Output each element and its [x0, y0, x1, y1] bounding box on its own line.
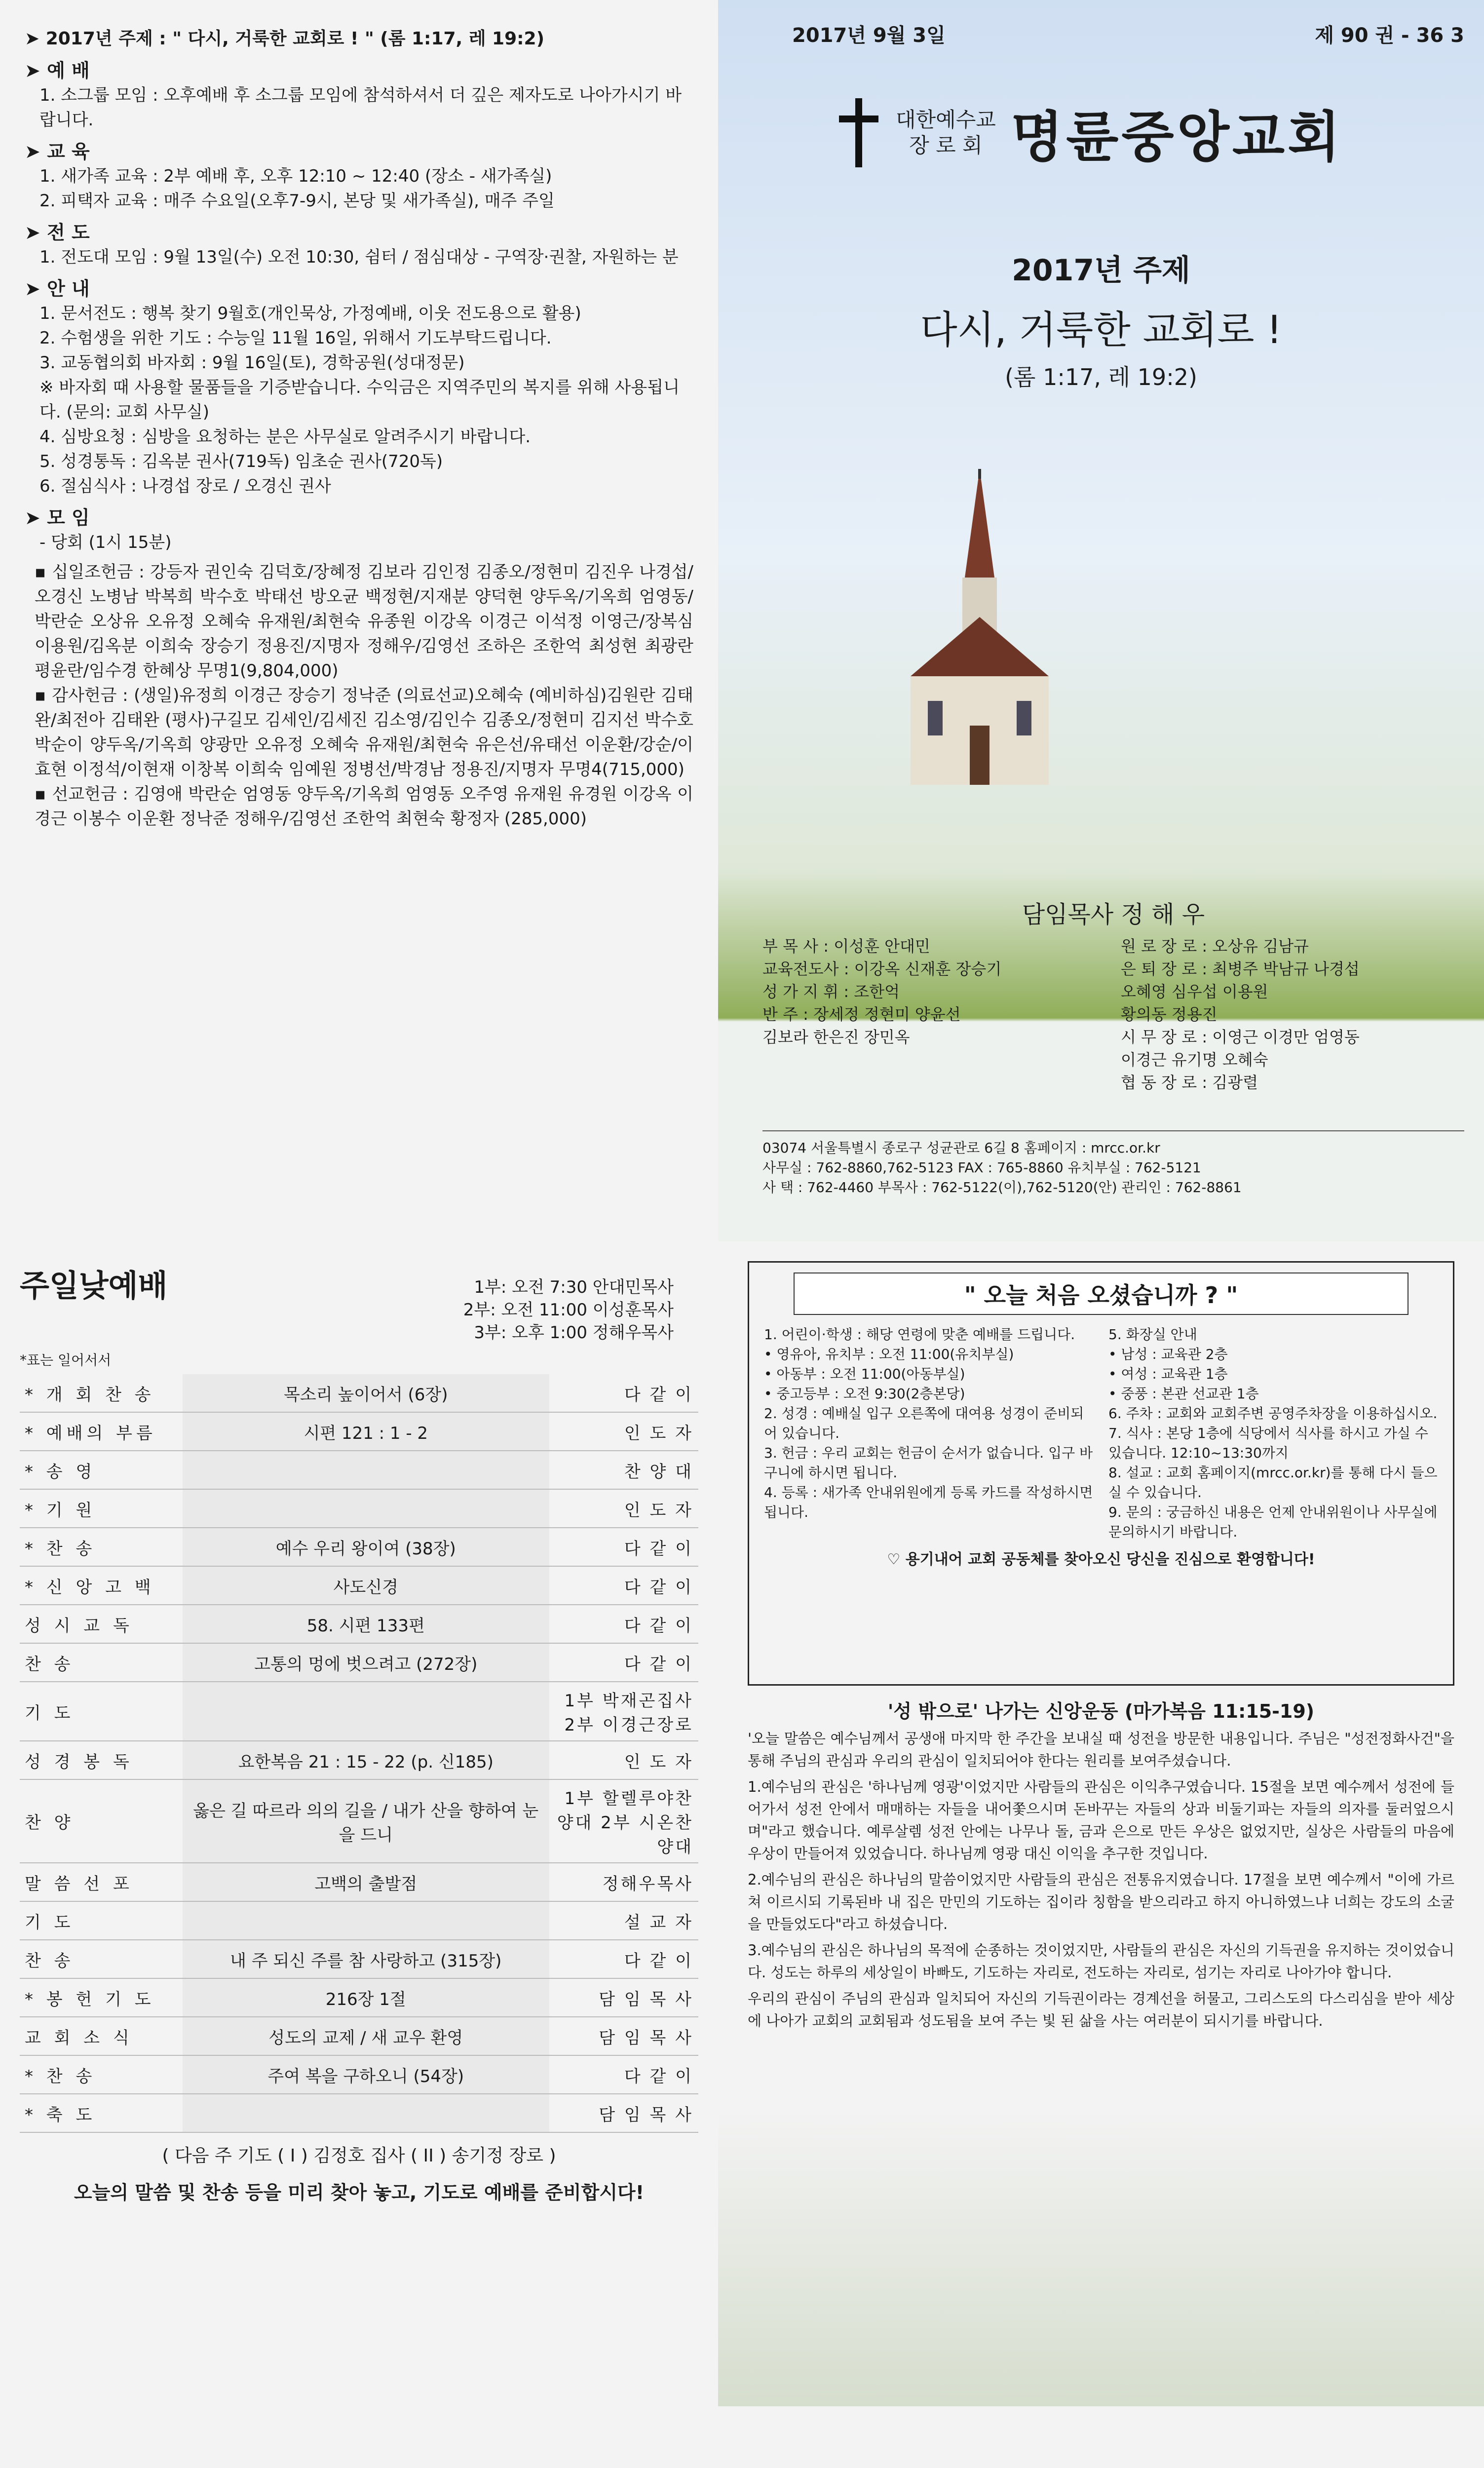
order-leader: 1부 할렐루야찬양대 2부 시온찬양대	[549, 1779, 699, 1863]
announcement-section-title: ➤ 교 육	[25, 139, 693, 164]
order-item: 말 씀 선 포	[20, 1863, 183, 1901]
cover-page	[718, 0, 1484, 1241]
order-leader: 담 임 목 사	[549, 2017, 699, 2055]
welcome-item: 5. 화장실 안내	[1108, 1326, 1197, 1343]
order-content: 58. 시편 133편	[183, 1605, 549, 1643]
offering-list	[25, 560, 693, 831]
theme-line: ➤ 2017년 주제 : " 다시, 거룩한 교회로 ! " (롬 1:17, 레 19:2)	[25, 27, 693, 51]
order-item: * 축 도	[20, 2094, 183, 2132]
worship-order-row	[20, 2017, 698, 2055]
service-times	[463, 1276, 674, 1344]
sunday-worship-page	[0, 1241, 718, 2446]
announcements-list	[0, 0, 718, 1241]
order-item: * 예배의 부름	[20, 1412, 183, 1451]
address-line: 사무실 : 762-8860,762-5123 FAX : 765-8860 유치부실 : 762-5121	[762, 1159, 1201, 1176]
sermon-summary	[748, 1700, 1454, 2036]
staff-line: 협 동 장 로 : 김광렬	[1121, 1073, 1258, 1092]
worship-order-row	[20, 1682, 698, 1741]
bulletin-date: 2017년 9월 3일	[792, 24, 946, 47]
order-item: * 찬 송	[20, 1528, 183, 1566]
sermon-paragraph: 3.예수님의 관심은 하나님의 목적에 순종하는 것이었지만, 사람들의 관심은 자신의 기득권을 유지하는 것이었습니다. 성도는 하루의 세상일이 바빠도, 기도하는 자리로, 전도하는 자리로, 섬기는 자리로 나아가야 합니다.	[748, 1942, 1454, 1981]
service-time: 3부: 오후 1:00 정해우목사	[474, 1323, 674, 1343]
worship-order-row	[20, 1741, 698, 1779]
order-content: 고통의 멍에 벗으려고 (272장)	[183, 1643, 549, 1682]
worship-order-row	[20, 1412, 698, 1451]
announcement-section-title: ➤ 안 내	[25, 276, 693, 301]
order-content	[183, 2094, 549, 2132]
worship-order-row	[20, 1863, 698, 1901]
announcement-sections	[25, 58, 693, 555]
order-item: 기 도	[20, 1901, 183, 1940]
bulletin-volume: 제 90 권 - 36 3	[1315, 24, 1464, 47]
sermon-paragraph: 1.예수님의 관심은 '하나님께 영광'이었지만 사람들의 관심은 이익추구였습니다. 15절을 보면 예수께서 성전에 들어가서 성전 안에서 매매하는 자들을 내어쫓으시며 돈바꾸는 자들의 상과 비둘기파는 자들의 의자를 둘러엎으시며"라고 했습니다. 예루살렘 성전 안에는 나무나 돌, 금과 은으로 만든 우상은 없었지만, 실상은 사람들의 마음에 우상이 만들어져 있었습니다. 하나님께 영광 대신 이익을 추구한 것입니다.	[748, 1778, 1454, 1862]
staff-line: 성 가 지 휘 : 조한억	[762, 982, 900, 1001]
order-item: * 신 앙 고 백	[20, 1566, 183, 1605]
order-content: 내 주 되신 주를 참 사랑하고 (315장)	[183, 1940, 549, 1978]
order-item: 성 경 봉 독	[20, 1741, 183, 1779]
staff-line: 교육전도사 : 이강옥 신재훈 장승기	[762, 960, 1002, 978]
denomination-line2: 장 로 회	[909, 133, 983, 157]
order-leader: 다 같 이	[549, 1940, 699, 1978]
order-leader: 1부 박재곤집사 2부 이경근장로	[549, 1682, 699, 1741]
church-illustration	[881, 469, 1078, 814]
order-leader: 인 도 자	[549, 1741, 699, 1779]
church-name: 명륜중앙교회	[1010, 105, 1343, 169]
sermon-title: '성 밖으로' 나가는 신앙운동 (마가복음 11:15-19)	[887, 1700, 1315, 1722]
order-leader: 정해우목사	[549, 1863, 699, 1901]
order-leader: 다 같 이	[549, 1528, 699, 1566]
worship-order-table	[20, 1374, 698, 2133]
landscape-background	[718, 2110, 1484, 2406]
order-content: 사도신경	[183, 1566, 549, 1605]
order-content	[183, 1901, 549, 1940]
order-content: 고백의 출발점	[183, 1863, 549, 1901]
order-item: 교 회 소 식	[20, 2017, 183, 2055]
order-content: 목소리 높이어서 (6장)	[183, 1374, 549, 1412]
announcement-item: 6. 절심식사 : 나경섭 장로 / 오경신 권사	[39, 476, 331, 496]
order-item: * 찬 송	[20, 2055, 183, 2094]
staff-right	[1121, 935, 1464, 1094]
staff-line: 은 퇴 장 로 : 최병주 박남규 나경섭	[1121, 960, 1360, 978]
order-content: 요한복음 21 : 15 - 22 (p. 신185)	[183, 1741, 549, 1779]
worship-order-row	[20, 1528, 698, 1566]
welcome-item: 6. 주차 : 교회와 교회주변 공영주차장을 이용하십시오.	[1108, 1405, 1438, 1422]
service-time: 1부: 오전 7:30 안대민목사	[474, 1277, 674, 1297]
worship-order-row	[20, 1374, 698, 1412]
announcement-item: 4. 심방요청 : 심방을 요청하는 분은 사무실로 알려주시기 바랍니다.	[39, 427, 531, 447]
offering-line: ▪ 감사헌금 : (생일)유정희 이경근 장승기 정낙준 (의료선교)오혜숙 (예비하심)김원란 김태완/최전아 김태완 (평사)구길모 김세인/김세진 김소영/김인수 김종오/정현미 김지선 박수호 박순이 양두옥/기옥희 양광만 오유정 오혜숙 유재원/최현숙 유은선/유태선 이운환/강순/이효현 이정석/이현재 이창복 이희숙 임예원 정병선/박경남 정용진/지명자 무명4(715,000)	[35, 686, 693, 779]
order-leader: 인 도 자	[549, 1412, 699, 1451]
order-leader: 인 도 자	[549, 1489, 699, 1528]
order-item: 기 도	[20, 1682, 183, 1741]
order-item: 찬 양	[20, 1779, 183, 1863]
welcome-item: • 여성 : 교육관 1층	[1108, 1366, 1228, 1382]
offering-line: ▪ 선교헌금 : 김영애 박란순 엄영동 양두옥/기옥희 엄영동 오주영 유재원 유경원 이강옥 이경근 이봉수 이운환 정낙준 정해우/김영선 조한억 최현숙 황정자 (285,000)	[35, 784, 693, 829]
welcome-item: • 중풍 : 본관 선교관 1층	[1108, 1386, 1259, 1402]
sermon-paragraph: '오늘 말씀은 예수님께서 공생애 마지막 한 주간을 보내실 때 성전을 방문한 내용입니다. 주님은 "성전정화사건"을 통해 주님의 관심과 우리의 관심이 일치되어야 한다는 원리를 보여주셨습니다.	[748, 1730, 1454, 1769]
next-prayer: ( 다음 주 기도 ( I ) 김정호 집사 ( II ) 송기정 장로 )	[162, 2146, 556, 2166]
order-content: 216장 1절	[183, 1978, 549, 2017]
order-item: * 기 원	[20, 1489, 183, 1528]
theme-title: 다시, 거룩한 교회로 !	[920, 308, 1282, 352]
announcement-section-title: ➤ 모 임	[25, 505, 693, 530]
announcement-section-title: ➤ 전 도	[25, 220, 693, 245]
worship-order-row	[20, 1605, 698, 1643]
announcements-page	[0, 0, 718, 1241]
cover-date-line	[792, 20, 1464, 48]
announcement-item: - 당회 (1시 15분)	[39, 533, 172, 552]
order-content: 시편 121 : 1 - 2	[183, 1412, 549, 1451]
announcement-item: ※ 바자회 때 사용할 물품들을 기증받습니다. 수익금은 지역주민의 복지를 위해 사용됩니다. (문의: 교회 사무실)	[39, 378, 680, 422]
order-leader: 설 교 자	[549, 1901, 699, 1940]
staff-line: 이경근 유기명 오혜숙	[1121, 1050, 1268, 1069]
worship-order-row	[20, 1489, 698, 1528]
address-line: 03074 서울특별시 종로구 성균관로 6길 8 홈페이지 : mrcc.or.kr	[762, 1140, 1160, 1156]
welcome-item: 9. 문의 : 궁금하신 내용은 언제 안내위원이나 사무실에 문의하시기 바랍니다.	[1108, 1504, 1438, 1540]
order-item: 성 시 교 독	[20, 1605, 183, 1643]
order-item: * 봉 헌 기 도	[20, 1978, 183, 2017]
denomination-line1: 대한예수교	[896, 108, 996, 132]
announcement-item: 2. 피택자 교육 : 매주 수요일(오후7-9시, 본당 및 새가족실), 매주 주일	[39, 191, 555, 211]
worship-order-row	[20, 1978, 698, 2017]
calendar-page	[718, 2446, 1484, 2468]
welcome-item: 3. 헌금 : 우리 교회는 헌금이 순서가 없습니다. 입구 바구니에 하시면 됩니다.	[764, 1445, 1093, 1481]
order-content	[183, 1682, 549, 1741]
announcement-item: 5. 성경통독 : 김옥분 권사(719독) 임초순 권사(720독)	[39, 452, 443, 471]
worship-order-row	[20, 2055, 698, 2094]
staff-line: 김보라 한은진 장민옥	[762, 1028, 910, 1046]
worship-order-row	[20, 2094, 698, 2132]
order-leader: 다 같 이	[549, 1605, 699, 1643]
closing-note-text: 오늘의 말씀 및 찬송 등을 미리 찾아 놓고, 기도로 예배를 준비합시다!	[74, 2182, 645, 2203]
worship-order-row	[20, 1566, 698, 1605]
order-content	[183, 1451, 549, 1489]
welcome-item: 8. 설교 : 교회 홈페이지(mrcc.or.kr)를 통해 다시 들으실 수 있습니다.	[1108, 1465, 1438, 1501]
order-leader: 담 임 목 사	[549, 2094, 699, 2132]
welcome-item: 1. 어린이·학생 : 해당 연령에 맞춘 예배를 드립니다.	[764, 1326, 1075, 1343]
staff-grid	[762, 935, 1464, 1094]
theme-year: 2017년 주제	[1012, 253, 1190, 288]
order-item: * 개 회 찬 송	[20, 1374, 183, 1412]
order-content: 성도의 교제 / 새 교우 환영	[183, 2017, 549, 2055]
sermon-paragraphs	[748, 1728, 1454, 2032]
order-leader: 다 같 이	[549, 1643, 699, 1682]
service-time: 2부: 오전 11:00 이성훈목사	[463, 1300, 674, 1320]
welcome-footer: ♡ 용기내어 교회 공동체를 찾아오신 당신을 진심으로 환영합니다!	[887, 1551, 1315, 1568]
announcement-item: 3. 교동협의회 바자회 : 9월 16일(토), 경학공원(성대정문)	[39, 353, 465, 373]
order-item: 찬 송	[20, 1940, 183, 1978]
staff-left	[762, 935, 1106, 1094]
church-logo	[837, 94, 1343, 172]
cross-icon	[837, 98, 881, 167]
announcement-section-title: ➤ 예 배	[25, 58, 693, 83]
welcome-sermon-page	[718, 1241, 1484, 2446]
standing-note: *표는 일어서서	[20, 1352, 112, 1368]
order-leader: 다 같 이	[549, 2055, 699, 2094]
church-address	[762, 1130, 1464, 1197]
announcement-item: 1. 새가족 교육 : 2부 예배 후, 오후 12:10 ~ 12:40 (장소 - 새가족실)	[39, 166, 552, 186]
welcome-item: 2. 성경 : 예배실 입구 오른쪽에 대여용 성경이 준비되어 있습니다.	[764, 1405, 1084, 1441]
sunday-worship-title: 주일낮예배	[20, 1268, 168, 1304]
order-leader: 다 같 이	[549, 1566, 699, 1605]
welcome-box	[748, 1261, 1454, 1686]
offering-line: ▪ 십일조헌금 : 강등자 권인숙 김덕호/장혜정 김보라 김인정 김종오/정현미 김진우 나경섭/오경신 노병남 박복희 박수호 박태선 방오균 백정현/지재분 양덕현 양두옥/기옥희 엄영동/박란순 오상유 오유정 오혜숙 유재원/최현숙 유종원 이강옥 이경근 이석정 이영근/장복심 이용원/김옥분 이희숙 장승기 정용진/지명자 정해우/김영선 조하은 조한억 최성현 최광란 평윤란/임수경 한혜상 무명1(9,804,000)	[35, 562, 693, 681]
staff-line: 부 목 사 : 이성훈 안대민	[762, 937, 930, 956]
welcome-item: 4. 등록 : 새가족 안내위원에게 등록 카드를 작성하시면 됩니다.	[764, 1484, 1093, 1520]
order-content: 예수 우리 왕이여 (38장)	[183, 1528, 549, 1566]
welcome-item: • 중고등부 : 오전 9:30(2층본당)	[764, 1386, 965, 1402]
order-content	[183, 1489, 549, 1528]
order-content: 옳은 길 따르라 의의 길을 / 내가 산을 향하여 눈을 드니	[183, 1779, 549, 1863]
afternoon-worship	[25, 2466, 693, 2468]
welcome-left	[764, 1325, 1094, 1542]
afternoon-title	[25, 2466, 693, 2468]
address-line: 사 택 : 762-4460 부목사 : 762-5122(이),762-5120(안) 관리인 : 762-8861	[762, 1179, 1242, 1195]
welcome-item: 7. 식사 : 본당 1층에 식당에서 식사를 하시고 가실 수 있습니다. 12:10~13:30까지	[1108, 1425, 1428, 1461]
welcome-right	[1108, 1325, 1438, 1542]
worship-order-row	[20, 1643, 698, 1682]
theme-reference: (롬 1:17, 레 19:2)	[1005, 364, 1197, 390]
staff-line: 황의동 정용진	[1121, 1005, 1218, 1024]
worship-order-row	[20, 1940, 698, 1978]
order-item: 찬 송	[20, 1643, 183, 1682]
sermon-paragraph: 우리의 관심이 주님의 관심과 일치되어 자신의 기득권이라는 경계선을 허물고, 그리스도의 다스리심을 받아 세상에 나아가 교회의 교회됨과 성도됨을 보여 주는 빛 된 삶을 사는 여러분이 되시기를 바랍니다.	[748, 1990, 1454, 2029]
theme-box	[718, 247, 1484, 392]
order-leader: 담 임 목 사	[549, 1978, 699, 2017]
announcement-item: 1. 문서전도 : 행복 찾기 9월호(개인묵상, 가정예배, 이웃 전도용으로 활용)	[39, 304, 581, 323]
worship-order-row	[20, 1779, 698, 1863]
staff-line: 원 로 장 로 : 오상유 김남규	[1121, 937, 1309, 956]
sermon-paragraph: 2.예수님의 관심은 하나님의 말씀이었지만 사람들의 관심은 전통유지였습니다. 17절을 보면 예수께서 "이에 가르쳐 이르시되 기록된바 내 집은 만민의 기도하는 집이라 칭함을 받으리라고 하지 아니하였느냐 너희는 강도의 소굴을 만들었도다"라고 하셨습니다.	[748, 1871, 1454, 1932]
denomination	[896, 107, 996, 158]
announcement-item: 1. 전도대 모임 : 9월 13일(수) 오전 10:30, 쉼터 / 점심대상 - 구역장·권찰, 자원하는 분	[39, 247, 679, 267]
welcome-columns	[764, 1325, 1438, 1542]
announcement-item: 1. 소그룹 모임 : 오후예배 후 소그룹 모임에 참석하셔서 더 깊은 제자도로 나아가시기 바랍니다.	[39, 85, 682, 130]
order-content: 주여 복을 구하오니 (54장)	[183, 2055, 549, 2094]
welcome-item: • 영유아, 유치부 : 오전 11:00(유치부실)	[764, 1346, 1014, 1362]
welcome-item: • 아동부 : 오전 11:00(아동부실)	[764, 1366, 965, 1382]
welcome-title: " 오늘 처음 오셨습니까 ? "	[794, 1273, 1408, 1315]
welcome-item: • 남성 : 교육관 2층	[1108, 1346, 1228, 1362]
worship-order-row	[20, 1451, 698, 1489]
staff-line: 오혜영 심우섭 이용원	[1121, 982, 1268, 1001]
sunday-worship-panel	[20, 1261, 698, 2426]
senior-pastor: 담임목사 정 해 우	[1022, 901, 1205, 928]
order-leader: 찬 양 대	[549, 1451, 699, 1489]
worship-order-row	[20, 1901, 698, 1940]
order-leader: 다 같 이	[549, 1374, 699, 1412]
announcement-item: 2. 수험생을 위한 기도 : 수능일 11월 16일, 위해서 기도부탁드립니다.	[39, 328, 552, 348]
staff-line: 시 무 장 로 : 이영근 이경만 엄영동	[1121, 1028, 1360, 1046]
other-services-page	[0, 2446, 718, 2468]
staff-line: 반 주 : 장세정 정현미 양윤선	[762, 1005, 961, 1024]
order-item: * 송 영	[20, 1451, 183, 1489]
closing-note	[20, 2179, 698, 2207]
staff-list	[762, 903, 1464, 1094]
